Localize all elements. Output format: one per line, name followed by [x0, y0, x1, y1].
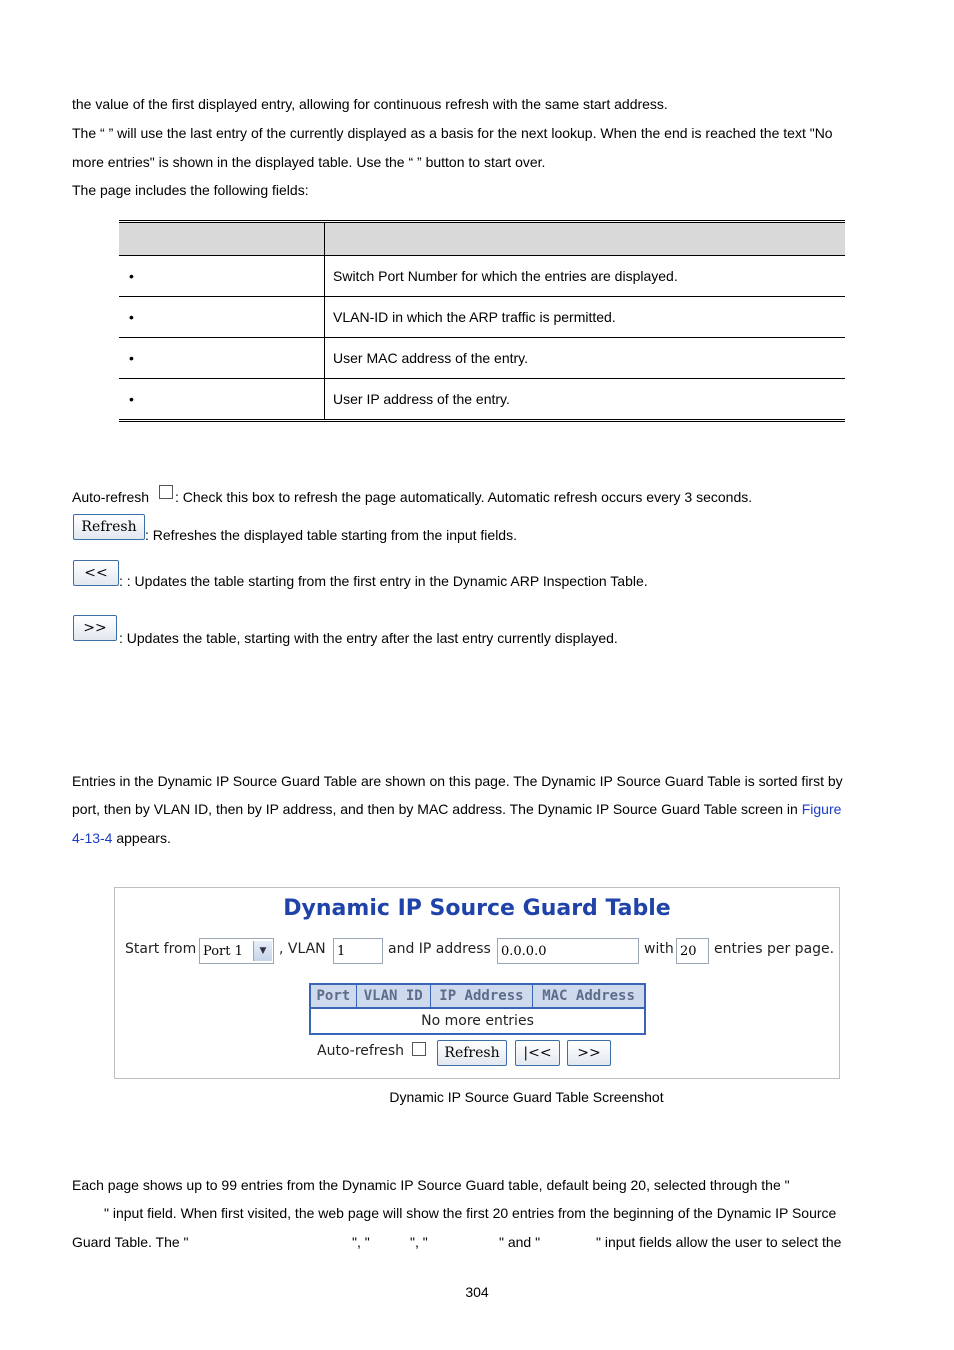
- column-header-vlan-id: VLAN ID: [356, 984, 430, 1008]
- body-line-3-text: appears.: [112, 830, 171, 846]
- screenshot-title: Dynamic IP Source Guard Table: [283, 896, 671, 921]
- page-number: 304: [465, 1284, 489, 1300]
- body-line-2: [72, 800, 841, 818]
- intro-line-4: The page includes the following fields:: [72, 182, 309, 198]
- body-line-2-text: port, then by VLAN ID, then by IP address, and then by MAC address. The Dynamic IP Source Guard Table screen in: [72, 801, 798, 817]
- fields-table: [119, 220, 845, 422]
- source-guard-table: [309, 983, 646, 1035]
- intro-line-1: the value of the first displayed entry, allowing for continuous refresh with the same start address.: [72, 96, 668, 112]
- header-cell-object: [119, 222, 325, 256]
- first-page-button-label: <<: [84, 565, 108, 581]
- refresh-button-label: Refresh: [81, 519, 137, 535]
- screenshot-autorefresh-checkbox[interactable]: [412, 1042, 426, 1056]
- next-page-description: : Updates the table, starting with the entry after the last entry currently displayed.: [119, 630, 618, 646]
- table-row: [310, 1008, 645, 1034]
- autorefresh-description: : Check this box to refresh the page automatically. Automatic refresh occurs every 3 seconds.: [175, 489, 753, 505]
- bullet: •: [129, 309, 134, 325]
- screenshot-refresh-button[interactable]: [437, 1040, 507, 1066]
- with-label: with: [644, 941, 674, 957]
- screenshot-refresh-label: Refresh: [444, 1045, 500, 1061]
- row-description: User IP address of the entry.: [325, 379, 846, 421]
- body-line-3: [72, 829, 171, 847]
- footer-line-3-e: " input fields allow the user to select the: [596, 1234, 842, 1250]
- column-header-port: Port: [310, 984, 356, 1008]
- chevron-down-icon: ▼: [253, 941, 272, 961]
- screenshot-next-label: >>: [577, 1045, 601, 1061]
- table-row: [119, 379, 845, 421]
- port-select-value: Port 1: [203, 944, 243, 959]
- body-line-1: Entries in the Dynamic IP Source Guard Table are shown on this page. The Dynamic IP Source Guard Table is sorted first by: [72, 773, 843, 789]
- figure-number-link[interactable]: 4-13-4: [72, 830, 113, 846]
- autorefresh-checkbox-sample[interactable]: [159, 485, 173, 499]
- next-page-button-sample[interactable]: [73, 615, 117, 641]
- vlan-label: , VLAN: [279, 941, 326, 957]
- column-header-ip-address: IP Address: [430, 984, 532, 1008]
- screenshot-next-button[interactable]: [567, 1040, 611, 1066]
- first-page-button-sample[interactable]: [73, 560, 119, 586]
- refresh-description: : Refreshes the displayed table starting from the input fields.: [145, 527, 517, 543]
- fields-table-header: [119, 222, 845, 256]
- bullet: •: [129, 391, 134, 407]
- screenshot-panel: [114, 887, 840, 1079]
- start-from-label: Start from: [125, 941, 197, 957]
- figure-caption: Dynamic IP Source Guard Table Screenshot: [389, 1089, 664, 1105]
- screenshot-autorefresh-label: Auto-refresh: [317, 1043, 405, 1059]
- source-guard-table-header: [310, 984, 645, 1008]
- ip-address-input[interactable]: 0.0.0.0: [497, 938, 639, 964]
- column-header-mac-address: MAC Address: [533, 984, 645, 1008]
- screenshot-first-label: |<<: [523, 1045, 552, 1061]
- no-entries-text: No more entries: [421, 1013, 534, 1029]
- port-select[interactable]: [199, 938, 274, 964]
- autorefresh-label: Auto-refresh: [72, 489, 150, 505]
- ip-address-label: and IP address: [388, 941, 491, 957]
- row-description: User MAC address of the entry.: [325, 338, 846, 379]
- footer-line-2: " input field. When first visited, the web page will show the first 20 entries from the beginning of the Dynamic IP Source: [104, 1205, 837, 1221]
- screenshot-first-button[interactable]: [515, 1040, 560, 1066]
- entries-per-page-input[interactable]: 20: [676, 938, 709, 964]
- intro-line-2: The “ ” will use the last entry of the currently displayed as a basis for the next lookup. When the end is reached the text "No: [72, 125, 833, 141]
- footer-line-3-c: ", ": [410, 1234, 428, 1250]
- vlan-input[interactable]: 1: [333, 938, 383, 964]
- first-page-description: : : Updates the table starting from the first entry in the Dynamic ARP Inspection Table.: [119, 573, 648, 589]
- footer-line-3-b: ", ": [352, 1234, 370, 1250]
- bullet: •: [129, 268, 134, 284]
- row-description: Switch Port Number for which the entries are displayed.: [325, 256, 846, 297]
- header-cell-description: [325, 222, 846, 256]
- bullet: •: [129, 350, 134, 366]
- next-page-button-label: >>: [83, 620, 107, 636]
- table-row: [119, 338, 845, 379]
- figure-link[interactable]: Figure: [801, 801, 842, 817]
- intro-line-3: more entries" is shown in the displayed table. Use the “ ” button to start over.: [72, 154, 546, 170]
- table-row: [119, 297, 845, 338]
- footer-line-1: Each page shows up to 99 entries from the Dynamic IP Source Guard table, default being 20, selected through the ": [72, 1177, 790, 1193]
- footer-line-3-a: Guard Table. The ": [72, 1234, 189, 1250]
- table-row: [119, 256, 845, 297]
- refresh-button-sample[interactable]: [73, 514, 145, 540]
- row-description: VLAN-ID in which the ARP traffic is permitted.: [325, 297, 846, 338]
- footer-line-3-d: " and ": [499, 1234, 541, 1250]
- entries-per-page-label: entries per page.: [714, 941, 835, 957]
